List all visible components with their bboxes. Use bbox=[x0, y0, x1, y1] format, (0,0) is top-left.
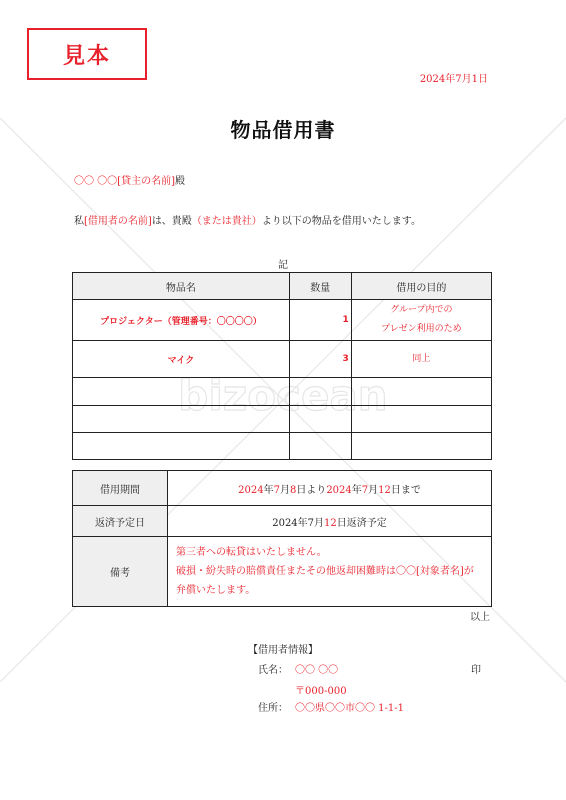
item-qty-cell: 1 bbox=[289, 300, 351, 341]
name-label: 氏名： bbox=[258, 665, 288, 676]
remarks-line: 弁償いたします。 bbox=[176, 585, 256, 596]
borrower-name: 〇〇 〇〇 bbox=[295, 665, 339, 676]
lender-line bbox=[74, 172, 185, 187]
postal-code: 〒000-000 bbox=[295, 686, 347, 697]
period-row bbox=[73, 471, 492, 506]
item-qty-cell bbox=[289, 406, 351, 433]
item-name-cell: プロジェクター（管理番号：〇〇〇〇） bbox=[73, 300, 290, 341]
intro-mid: は、貴殿 bbox=[151, 216, 192, 227]
document-date: 2024年7月1日 bbox=[419, 74, 488, 85]
remarks-line: 第三者への転貸はいたしません。 bbox=[176, 547, 327, 558]
remarks-value bbox=[168, 537, 492, 607]
remarks-label: 備考 bbox=[73, 537, 168, 607]
remarks-row bbox=[73, 537, 492, 607]
svg-text:bizocean: bizocean bbox=[178, 371, 388, 420]
purpose-line: プレゼン利用のため bbox=[381, 324, 462, 334]
item-purpose-cell bbox=[351, 300, 491, 341]
lender-name: 〇〇 〇〇[貸主の名前] bbox=[74, 176, 175, 187]
items-header-row bbox=[73, 273, 492, 300]
table-row bbox=[73, 300, 492, 341]
sample-stamp: 見本 bbox=[27, 28, 147, 80]
intro-paren: （または貴社） bbox=[191, 216, 262, 227]
item-purpose-cell bbox=[351, 406, 491, 433]
item-qty-cell: 3 bbox=[289, 341, 351, 378]
item-name-cell: マイク bbox=[73, 341, 290, 378]
purpose-line: グループ内での bbox=[390, 305, 453, 315]
return-label: 返済予定日 bbox=[73, 506, 168, 537]
table-row bbox=[73, 378, 492, 406]
borrower-info-heading: 【借用者情報】 bbox=[248, 645, 318, 656]
ki-label: 記 bbox=[278, 260, 288, 271]
table-row bbox=[73, 341, 492, 378]
item-purpose-cell: 同上 bbox=[351, 341, 491, 378]
header-purpose: 借用の目的 bbox=[351, 273, 491, 300]
remarks-line: 破損・紛失時の賠償責任またその他返却困難時は〇〇[対象者名]が bbox=[176, 566, 474, 577]
table-row bbox=[73, 433, 492, 460]
items-table bbox=[72, 272, 492, 460]
intro-borrower: [借用者の名前] bbox=[84, 216, 152, 227]
item-purpose-cell bbox=[351, 378, 491, 406]
table-row bbox=[73, 406, 492, 433]
header-item-name: 物品名 bbox=[73, 273, 290, 300]
header-quantity: 数量 bbox=[289, 273, 351, 300]
seal-mark: 印 bbox=[471, 665, 481, 676]
intro-prefix: 私 bbox=[74, 216, 84, 227]
intro-sentence bbox=[74, 212, 421, 227]
loan-info-table bbox=[72, 470, 492, 607]
item-purpose-cell bbox=[351, 433, 491, 460]
lender-suffix: 殿 bbox=[174, 176, 185, 187]
period-label: 借用期間 bbox=[73, 471, 168, 506]
item-qty-cell bbox=[289, 433, 351, 460]
intro-suffix: より以下の物品を借用いたします。 bbox=[261, 216, 422, 227]
item-name-cell bbox=[73, 378, 290, 406]
item-name-cell bbox=[73, 433, 290, 460]
return-row bbox=[73, 506, 492, 537]
closing-ijo: 以上 bbox=[470, 612, 490, 623]
item-name-cell bbox=[73, 406, 290, 433]
borrower-address: 〇〇県〇〇市〇〇 1-1-1 bbox=[295, 703, 405, 714]
return-value: 2024年7月12日返済予定 bbox=[168, 506, 492, 537]
document-title: 物品借用書 bbox=[230, 118, 336, 142]
address-label: 住所： bbox=[258, 703, 288, 714]
period-value: 2024年7月8日より2024年7月12日まで bbox=[168, 471, 492, 506]
item-qty-cell bbox=[289, 378, 351, 406]
